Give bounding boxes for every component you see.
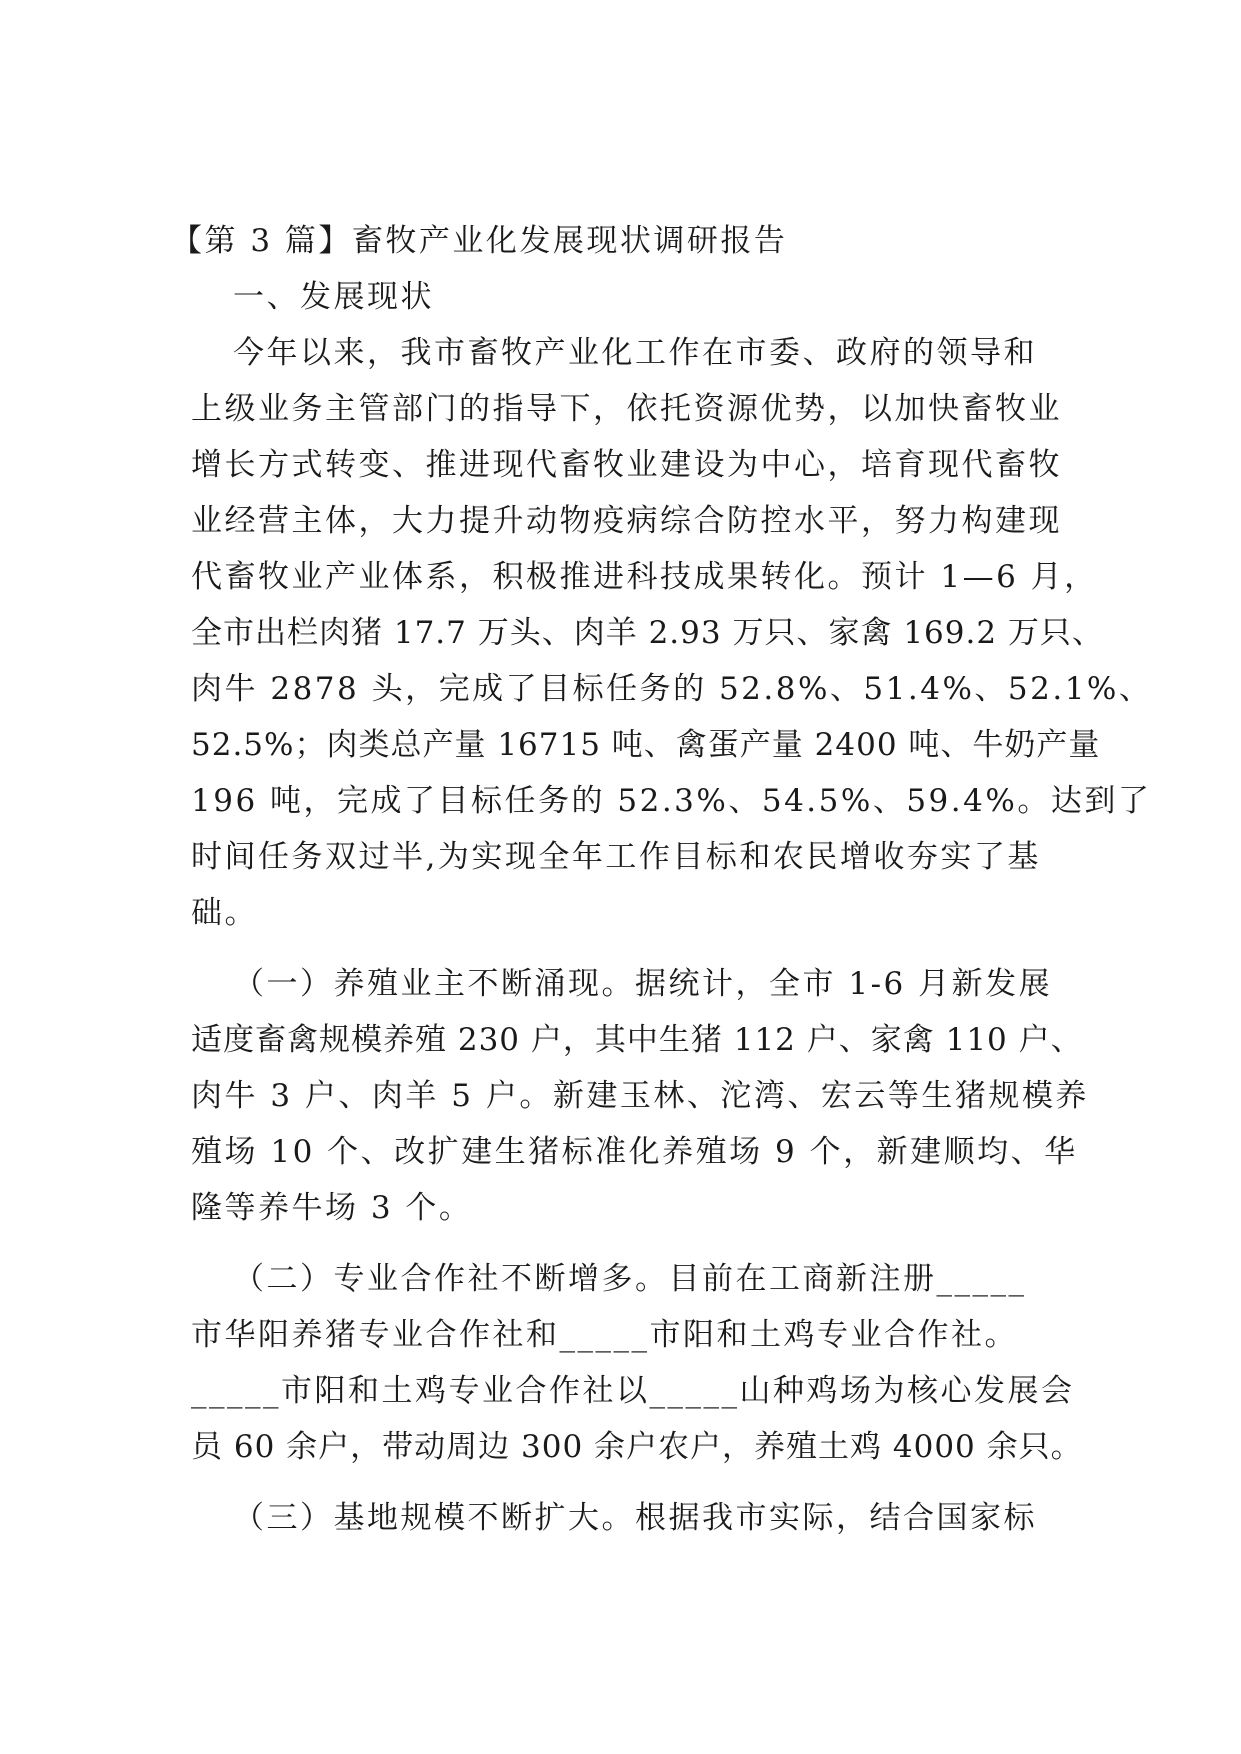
paragraph-line: 业经营主体，大力提升动物疫病综合防控水平，努力构建现	[191, 503, 1062, 539]
paragraph-cooperatives	[191, 1251, 1083, 1475]
paragraph-breeders	[191, 956, 1089, 1236]
paragraph-line: （二）专业合作社不断增多。目前在工商新注册_____	[233, 1261, 1027, 1297]
paragraph-line: （一）养殖业主不断涌现。据统计，全市 1-6 月新发展	[233, 966, 1053, 1002]
paragraph-line: 市华阳养猪专业合作社和_____市阳和土鸡专业合作社。	[191, 1317, 1018, 1353]
paragraph-bases	[191, 1490, 1053, 1546]
paragraph-line: 上级业务主管部门的指导下，依托资源优势，以加快畜牧业	[191, 391, 1062, 427]
paragraph-line: 196 吨，完成了目标任务的 52.3%、54.5%、59.4%。达到了	[191, 783, 1152, 819]
paragraph-line: 员 60 余户，带动周边 300 余户农户，养殖土鸡 4000 余只。	[191, 1429, 1083, 1465]
paragraph-line: 础。	[191, 895, 258, 931]
paragraph-line: （三）基地规模不断扩大。根据我市实际，结合国家标	[233, 1500, 1037, 1536]
paragraph-line: 52.5%；肉类总产量 16715 吨、禽蛋产量 2400 吨、牛奶产量	[191, 727, 1101, 763]
section-heading: 一、发展现状	[233, 279, 434, 315]
paragraph-line: 增长方式转变、推进现代畜牧业建设为中心，培育现代畜牧	[191, 447, 1062, 483]
paragraph-overview	[191, 325, 1153, 941]
paragraph-line: 适度畜禽规模养殖 230 户，其中生猪 112 户、家禽 110 户、	[191, 1022, 1083, 1058]
paragraph-gap	[191, 1236, 1053, 1251]
paragraph-gap	[191, 1475, 1053, 1490]
document-title: 【第 3 篇】畜牧产业化发展现状调研报告	[171, 223, 788, 259]
paragraph-line: 肉牛 2878 头，完成了目标任务的 52.8%、51.4%、52.1%、	[191, 671, 1153, 707]
paragraph-gap	[191, 941, 1053, 956]
document-body	[171, 213, 1153, 1546]
paragraph-line: 隆等养牛场 3 个。	[191, 1190, 473, 1226]
paragraph-line: 代畜牧业产业体系，积极推进科技成果转化。预计 1—6 月，	[191, 559, 1098, 595]
paragraph-line: 全市出栏肉猪 17.7 万头、肉羊 2.93 万只、家禽 169.2 万只、	[191, 615, 1104, 651]
paragraph-line: 今年以来，我市畜牧产业化工作在市委、政府的领导和	[233, 335, 1037, 371]
paragraph-line: 时间任务双过半,为实现全年工作目标和农民增收夯实了基	[191, 839, 1041, 875]
paragraph-line: _____市阳和土鸡专业合作社以_____山种鸡场为核心发展会	[191, 1373, 1075, 1409]
paragraph-line: 殖场 10 个、改扩建生猪标准化养殖场 9 个，新建顺均、华	[191, 1134, 1078, 1170]
paragraph-line: 肉牛 3 户、肉羊 5 户。新建玉林、沱湾、宏云等生猪规模养	[191, 1078, 1089, 1114]
